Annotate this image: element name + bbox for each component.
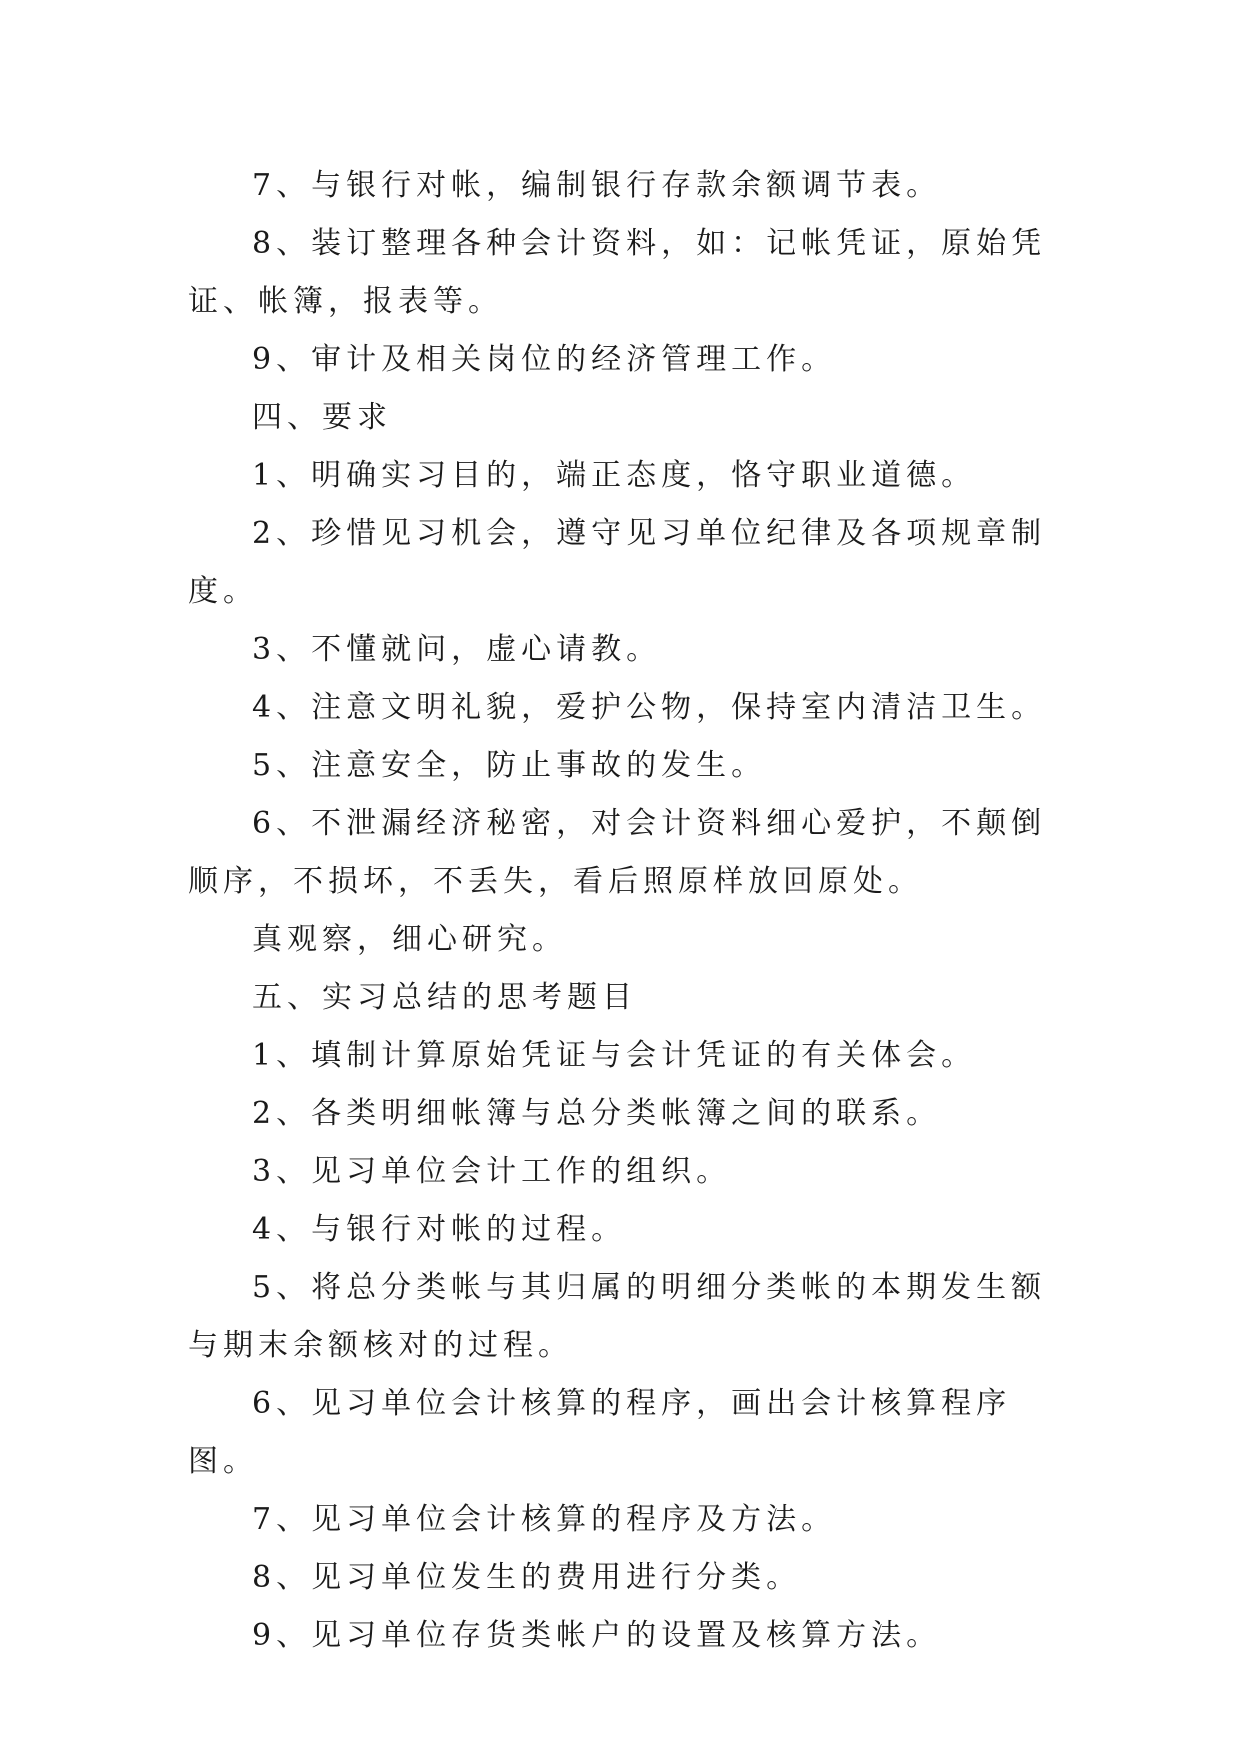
requirement-3: 3、不懂就问，虚心请教。 — [252, 632, 662, 667]
fragment-line: 真观察，细心研究。 — [252, 922, 567, 957]
paragraph-item-7-bank-reconciliation: 7、与银行对帐，编制银行存款余额调节表。 — [252, 168, 942, 203]
paragraph-item-8-binding-records: 8、装订整理各种会计资料，如：记帐凭证，原始凭证、帐簿，报表等。 — [188, 226, 1047, 319]
question-3: 3、见习单位会计工作的组织。 — [252, 1154, 732, 1189]
requirement-5: 5、注意安全，防止事故的发生。 — [252, 748, 767, 783]
question-9: 9、见习单位存货类帐户的设置及核算方法。 — [252, 1618, 942, 1653]
section-heading-reflection-questions: 五、实习总结的思考题目 — [252, 980, 637, 1015]
question-8: 8、见习单位发生的费用进行分类。 — [252, 1560, 802, 1595]
question-7: 7、见习单位会计核算的程序及方法。 — [252, 1502, 837, 1537]
paragraph-item-9-audit: 9、审计及相关岗位的经济管理工作。 — [252, 342, 837, 377]
section-heading-requirements: 四、要求 — [252, 400, 392, 435]
requirement-2: 2、珍惜见习机会，遵守见习单位纪律及各项规章制度。 — [188, 516, 1047, 609]
question-1: 1、填制计算原始凭证与会计凭证的有关体会。 — [252, 1038, 977, 1073]
question-6: 6、见习单位会计核算的程序，画出会计核算程序图。 — [188, 1386, 1012, 1479]
document-body — [188, 157, 1068, 1665]
requirement-6: 6、不泄漏经济秘密，对会计资料细心爱护，不颠倒顺序，不损坏，不丢失，看后照原样放回原处。 — [188, 806, 1047, 899]
question-2: 2、各类明细帐簿与总分类帐簿之间的联系。 — [252, 1096, 942, 1131]
requirement-1: 1、明确实习目的，端正态度，恪守职业道德。 — [252, 458, 977, 493]
requirement-4: 4、注意文明礼貌，爱护公物，保持室内清洁卫生。 — [252, 690, 1047, 725]
question-4: 4、与银行对帐的过程。 — [252, 1212, 627, 1247]
question-5: 5、将总分类帐与其归属的明细分类帐的本期发生额与期末余额核对的过程。 — [188, 1270, 1047, 1363]
